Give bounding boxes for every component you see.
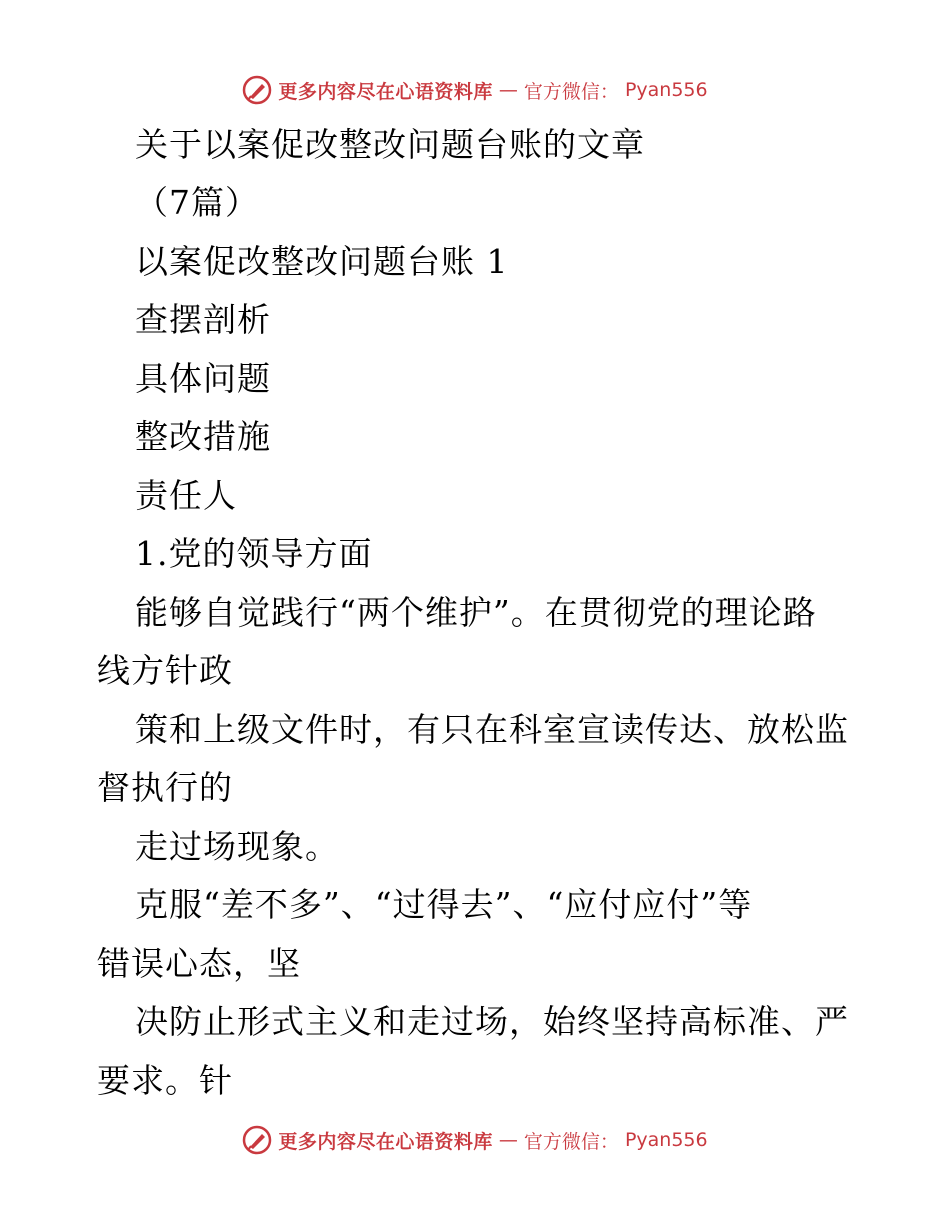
document-title: 关于以案促改整改问题台账的文章 — [135, 125, 645, 164]
paragraph-line: 能够自觉践行“两个维护”。在贯彻党的理论路 — [135, 593, 817, 632]
watermark-separator: — — [498, 79, 518, 101]
column-label-problem: 具体问题 — [135, 359, 271, 398]
item-heading: 1.党的领导方面 — [135, 534, 373, 573]
column-label-responsible: 责任人 — [135, 476, 237, 515]
paragraph-line: 决防止形式主义和走过场，始终坚持高标准、严 — [135, 1002, 849, 1041]
section-heading: 以案促改整改问题台账 1 — [135, 242, 509, 281]
column-label-measures: 整改措施 — [135, 417, 271, 456]
paragraph-line: 错误心态，坚 — [97, 944, 301, 983]
paragraph-line: 要求。针 — [97, 1061, 233, 1100]
quill-logo-icon — [242, 75, 272, 105]
column-label-analysis: 查摆剖析 — [135, 300, 271, 339]
watermark-text: 更多内容尽在心语资料库 — [278, 1130, 493, 1153]
paragraph-line: 策和上级文件时，有只在科室宣读传达、放松监 — [135, 710, 849, 749]
watermark-header — [0, 70, 950, 110]
watermark-id: Pyan556 — [624, 79, 708, 101]
watermark-id: Pyan556 — [624, 1129, 708, 1151]
paragraph-line: 走过场现象。 — [135, 827, 339, 866]
watermark-text: 更多内容尽在心语资料库 — [278, 80, 493, 103]
document-subtitle: （7篇） — [135, 183, 259, 222]
paragraph-line: 线方针政 — [97, 651, 233, 690]
watermark-separator: — — [498, 1129, 518, 1151]
paragraph-line: 克服“差不多”、“过得去”、“应付应付”等 — [135, 885, 753, 924]
paragraph-line: 督执行的 — [97, 768, 233, 807]
quill-logo-icon — [242, 1125, 272, 1155]
watermark-footer — [0, 1120, 950, 1160]
watermark-label: 官方微信： — [523, 80, 619, 103]
watermark-label: 官方微信： — [523, 1130, 619, 1153]
